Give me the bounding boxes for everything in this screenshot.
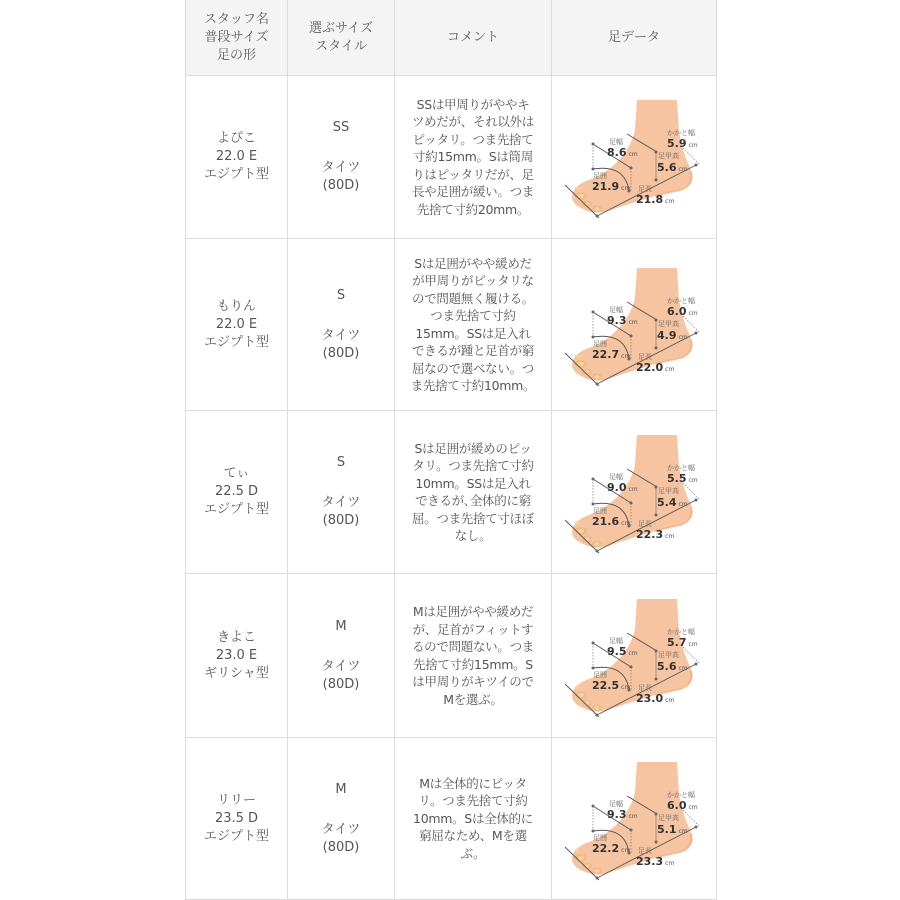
comment-line: が甲周りがピッタリな xyxy=(412,273,534,288)
foot-shape: エジプト型 xyxy=(203,828,269,844)
foot-width-value: 9.3 cm xyxy=(607,807,638,821)
denier: (80D) xyxy=(322,839,360,855)
style: タイツ xyxy=(321,327,361,343)
instep-height-value: 5.6 cm xyxy=(657,659,688,673)
header-staff-line: 普段サイズ xyxy=(204,29,269,45)
girth-label: 足囲 xyxy=(593,339,607,348)
comment-line: 先捨て寸約15mm。S xyxy=(413,656,533,672)
comment-line: 15mm。SSは足入れ xyxy=(415,325,531,341)
comment-line: ぶ。 xyxy=(460,845,486,861)
staff-cell xyxy=(186,574,288,738)
instep-height-value: 4.9 cm xyxy=(657,328,688,342)
header-foot-data: 足データ xyxy=(552,0,717,76)
comment-line: ツめだが、それ以外は xyxy=(411,114,534,130)
header-comment: コメント xyxy=(395,0,552,76)
comment-line: 先捨て寸約20mm。 xyxy=(416,201,530,217)
table-row xyxy=(186,574,717,738)
foot-diagram xyxy=(559,754,709,884)
girth-value: 21.9 cm xyxy=(592,180,631,193)
heel-width-value: 6.0 cm xyxy=(667,304,698,318)
foot-width-value: 9.0 cm xyxy=(607,481,638,494)
comment-line: Sは足囲がやや緩めだ xyxy=(414,255,532,271)
usual-size: 22.0 E xyxy=(215,149,258,164)
heel-width-label: かかと幅 xyxy=(667,296,695,305)
style: タイツ xyxy=(321,821,361,837)
comment-line: は甲周りがキツイので xyxy=(412,674,534,689)
usual-size: 23.0 E xyxy=(215,647,258,663)
chosen-size: SS xyxy=(332,120,350,135)
staff-name: よぴこ xyxy=(216,131,256,146)
staff-cell xyxy=(186,76,288,239)
foot-diagram xyxy=(559,591,709,721)
comment-cell xyxy=(395,411,552,574)
instep-height-value: 5.6 cm xyxy=(657,161,688,174)
comment-line: 10mm。SSは足入れ xyxy=(415,475,531,491)
girth-value: 22.7 cm xyxy=(592,347,631,361)
foot-width-label: 足幅 xyxy=(609,138,623,146)
foot-width-label: 足幅 xyxy=(609,473,623,481)
foot-width-value: 9.5 cm xyxy=(607,644,638,658)
foot-width-value: 8.6 cm xyxy=(607,146,638,159)
comment-line: リ。つま先捨て寸約 xyxy=(418,793,528,809)
chosen-size: M xyxy=(335,781,347,797)
comment-cell xyxy=(395,76,552,239)
header-size-line: スタイル xyxy=(315,38,367,54)
table-row xyxy=(186,738,717,900)
length-label: 足長 xyxy=(638,185,652,193)
length-label: 足長 xyxy=(638,520,652,528)
table-body xyxy=(186,76,717,900)
comment-line: ので問題無く履ける。 xyxy=(411,290,534,306)
comment-cell xyxy=(395,574,552,738)
usual-size: 22.0 E xyxy=(215,316,258,332)
heel-width-label: かかと幅 xyxy=(667,464,695,472)
length-value: 21.8 cm xyxy=(636,193,675,206)
foot-width-value: 9.3 cm xyxy=(607,313,638,327)
style: タイツ xyxy=(321,160,361,175)
comment-line: 窮屈なため、Mを選 xyxy=(419,828,527,844)
length-label: 足長 xyxy=(638,683,652,692)
instep-height-value: 5.4 cm xyxy=(657,496,688,509)
instep-height-label: 足甲高 xyxy=(658,152,679,160)
girth-label: 足囲 xyxy=(593,670,607,679)
comment-line: つま先捨て寸約 xyxy=(430,308,516,323)
girth-label: 足囲 xyxy=(593,172,607,180)
heel-width-label: かかと幅 xyxy=(667,129,695,137)
size-cell xyxy=(288,239,395,411)
girth-value: 22.2 cm xyxy=(592,841,631,855)
foot-data-cell xyxy=(552,239,717,411)
comment-line: Mを選ぶ。 xyxy=(443,691,503,707)
foot-width-label: 足幅 xyxy=(609,799,623,808)
heel-width-value: 5.9 cm xyxy=(667,137,698,150)
length-value: 23.3 cm xyxy=(636,854,675,868)
foot-shape: ギリシャ型 xyxy=(204,665,269,681)
comment-line: ま先捨て寸約10mm。 xyxy=(410,378,536,393)
foot-diagram xyxy=(559,427,709,557)
heel-width-value: 6.0 cm xyxy=(667,798,698,812)
size-cell xyxy=(288,574,395,738)
heel-width-label: かかと幅 xyxy=(667,790,695,799)
usual-size: 23.5 D xyxy=(214,810,259,826)
comment-line: Mは足囲がやや緩めだ xyxy=(412,604,534,619)
staff-name: リリー xyxy=(216,792,256,808)
comment-line: るので問題ない。つま xyxy=(411,639,534,654)
heel-width-value: 5.7 cm xyxy=(667,635,698,649)
foot-shape: エジプト型 xyxy=(203,167,269,182)
comment-line: 長や足囲が緩い。つま xyxy=(411,184,534,200)
staff-name: てぃ xyxy=(223,466,250,481)
comment-line: 屈。つま先捨て寸ほぼ xyxy=(411,510,534,526)
staff-cell xyxy=(186,411,288,574)
comment-line: ピッタリ。つま先捨て xyxy=(412,131,534,147)
comment-line: Sは足囲が緩めのピッ xyxy=(414,440,532,456)
staff-cell xyxy=(186,738,288,900)
foot-data-cell xyxy=(552,738,717,900)
length-value: 23.0 cm xyxy=(636,691,675,705)
style: タイツ xyxy=(321,658,361,674)
comment-cell xyxy=(395,239,552,411)
instep-height-label: 足甲高 xyxy=(658,487,679,495)
staff-size-table xyxy=(185,0,717,900)
length-label: 足長 xyxy=(638,846,652,855)
header-size-line: 選ぶサイズ xyxy=(309,20,373,36)
size-cell xyxy=(288,411,395,574)
comment-line: りはピッタリだが、足 xyxy=(412,166,534,182)
staff-name: きよこ xyxy=(216,629,256,645)
comment-line: タリ。つま先捨て寸約 xyxy=(412,458,534,473)
table-row xyxy=(186,76,717,239)
heel-width-value: 5.5 cm xyxy=(667,472,698,485)
instep-height-label: 足甲高 xyxy=(658,650,679,659)
comment-line: 寸約15mm。Sは筒周 xyxy=(413,149,533,165)
table-row xyxy=(186,239,717,411)
foot-data-cell xyxy=(552,76,717,239)
denier: (80D) xyxy=(322,513,360,528)
foot-width-label: 足幅 xyxy=(609,305,623,314)
header-staff-line: スタッフ名 xyxy=(203,11,269,27)
denier: (80D) xyxy=(322,178,360,193)
girth-value: 22.5 cm xyxy=(592,678,631,692)
foot-width-label: 足幅 xyxy=(609,636,623,645)
size-cell xyxy=(288,738,395,900)
usual-size: 22.5 D xyxy=(214,484,259,499)
denier: (80D) xyxy=(322,676,360,692)
foot-diagram xyxy=(559,92,709,222)
comment-line: が、足首がフィットす xyxy=(412,621,534,637)
comment-line: 屈なので選べない。つ xyxy=(411,360,534,376)
comment-line: なし。 xyxy=(454,528,492,543)
instep-height-label: 足甲高 xyxy=(658,813,679,822)
size-cell xyxy=(288,76,395,239)
table-header-row xyxy=(186,0,717,76)
girth-label: 足囲 xyxy=(593,833,607,842)
girth-value: 21.6 cm xyxy=(592,515,631,528)
heel-width-label: かかと幅 xyxy=(667,627,695,636)
comment-line: できるが､全体的に窮 xyxy=(415,493,531,508)
foot-shape: エジプト型 xyxy=(203,334,269,350)
comment-cell xyxy=(395,738,552,900)
instep-height-label: 足甲高 xyxy=(658,319,679,328)
foot-data-cell xyxy=(552,574,717,738)
chosen-size: M xyxy=(335,618,347,634)
staff-name: もりん xyxy=(216,298,256,314)
comment-line: できるが踵と足首が窮 xyxy=(411,343,534,358)
comment-line: 10mm。Sは全体的に xyxy=(413,810,533,826)
header-size xyxy=(288,0,395,76)
comment-line: Mは全体的にピッタ xyxy=(419,775,527,791)
chosen-size: S xyxy=(336,287,346,303)
length-value: 22.3 cm xyxy=(636,528,675,541)
foot-shape: エジプト型 xyxy=(203,502,269,517)
foot-diagram xyxy=(559,260,709,390)
staff-cell xyxy=(186,239,288,411)
length-label: 足長 xyxy=(638,352,652,361)
foot-data-cell xyxy=(552,411,717,574)
chosen-size: S xyxy=(336,455,346,470)
table-row xyxy=(186,411,717,574)
comment-line: SSは甲周りがややキ xyxy=(416,96,530,112)
denier: (80D) xyxy=(322,345,360,361)
length-value: 22.0 cm xyxy=(636,360,675,374)
style: タイツ xyxy=(321,495,361,510)
header-staff xyxy=(186,0,288,76)
header-staff-line: 足の形 xyxy=(216,47,256,63)
girth-label: 足囲 xyxy=(593,507,607,515)
instep-height-value: 5.1 cm xyxy=(657,822,688,836)
